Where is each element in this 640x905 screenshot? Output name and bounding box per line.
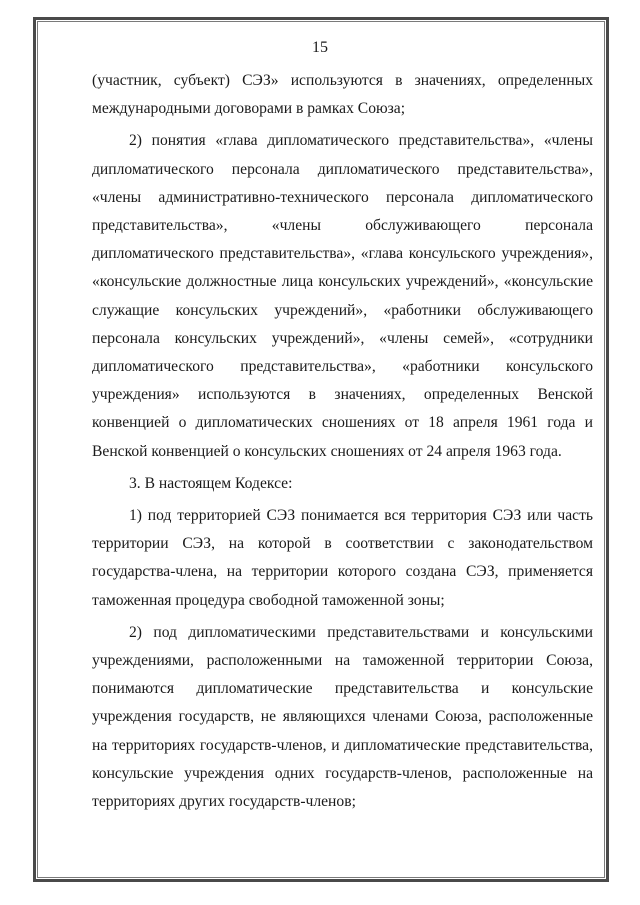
paragraph-section-3: 3. В настоящем Кодексе: (129, 474, 293, 492)
paragraph-item-2-missions: 2) под дипломатическими представительствами и консульскими учреждениями, расположенными на таможенной территории Союза, понимаются дипломатические представительства и консульские учреждения государств, не являющихся членами Союза, расположенные на территориях государств-членов, и дипломатические представительства, консульские учреждения одних государств-членов, расположенные на территориях других государств-членов; (92, 623, 593, 811)
paragraph-item-1-territory: 1) под территорией СЭЗ понимается вся территория СЭЗ или часть территории СЭЗ, на которой в соответствии с законодательством государства-члена, на территории которого создана СЭЗ, применяется таможенная процедура свободной таможенной зоны; (92, 507, 593, 609)
paragraph-item-2-terms: 2) понятия «глава дипломатического представительства», «члены дипломатического персонала дипломатического представительства», «члены административно-технического персонала дипломатического представительства», «члены обслуживающего персонала дипломатического представительства», «глава консульского учреждения», «консульские должностные лица консульских учреждений», «консульские служащие консульских учреждений», «работники обслуживающего персонала консульских учреждений», «члены семей», «сотрудники дипломатического представительства», «работники консульского учреждения» используются в значениях, определенных Венской конвенцией о дипломатических сношениях от 18 апреля 1961 года и Венской конвенцией о консульских сношениях от 24 апреля 1963 года. (92, 132, 593, 460)
document-body (92, 67, 593, 816)
page-number: 15 (312, 39, 328, 56)
paragraph-continuation: (участник, субъект) СЭЗ» используются в значениях, определенных международными договорами в рамках Союза; (92, 72, 593, 118)
